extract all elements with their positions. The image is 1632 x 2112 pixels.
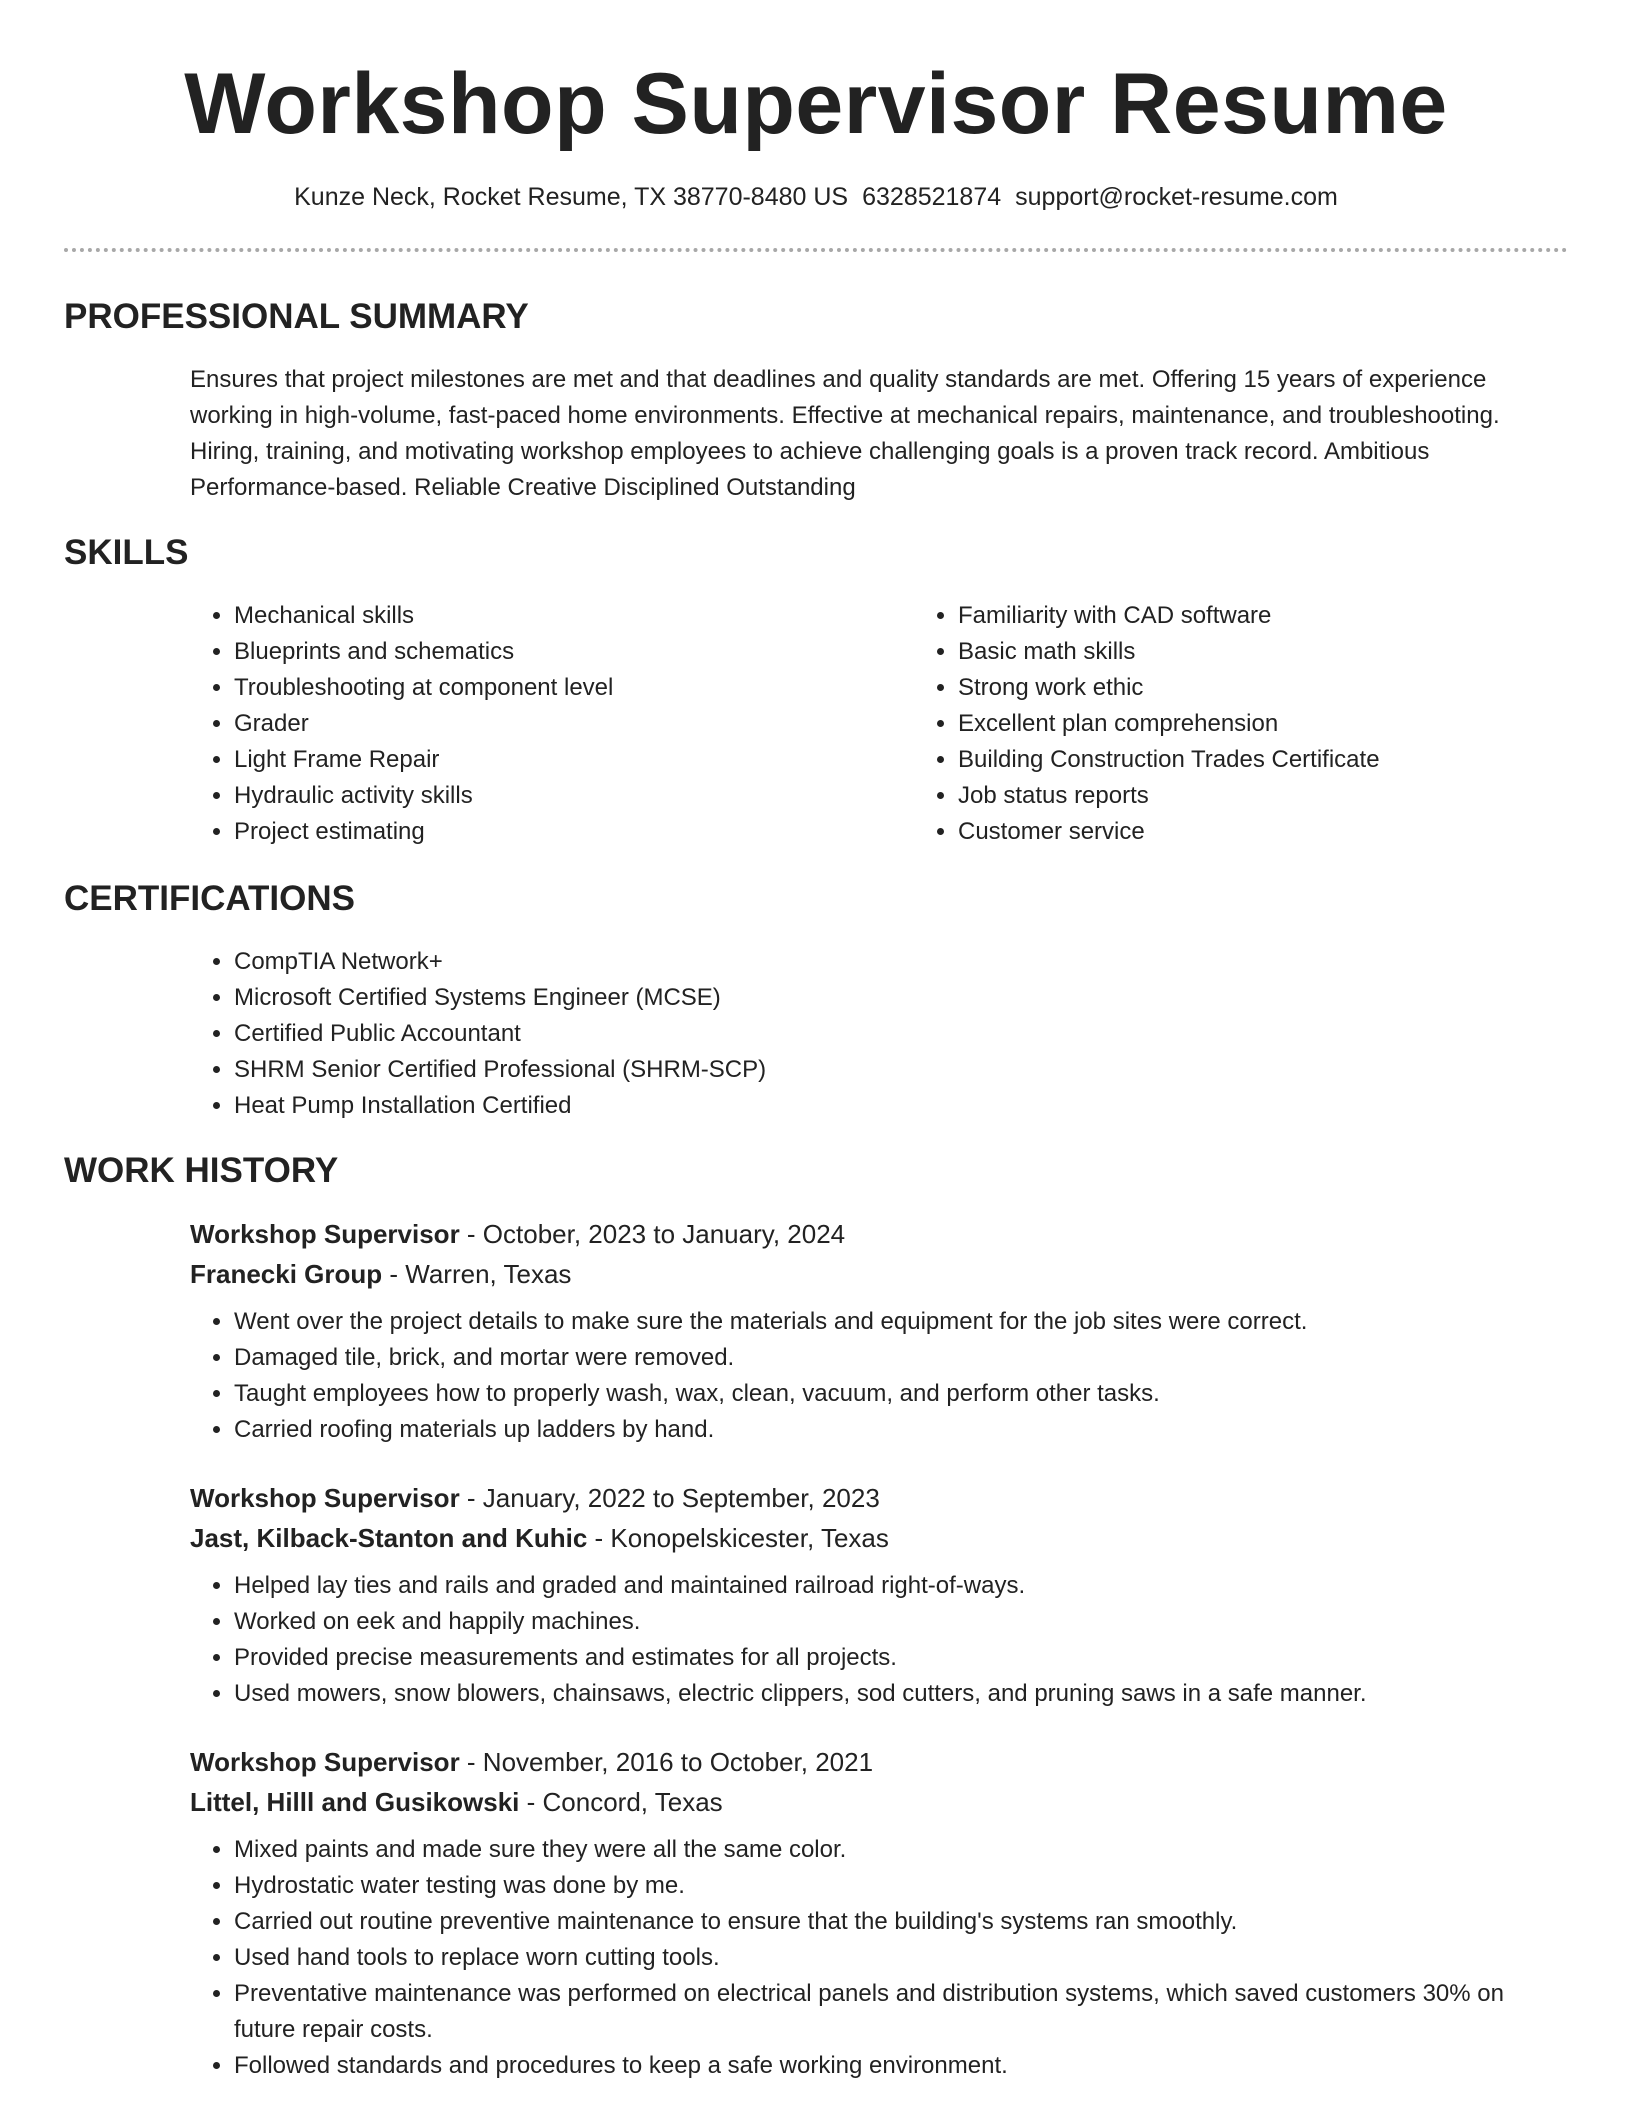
job-title: Workshop Supervisor bbox=[190, 1219, 460, 1249]
summary-heading: PROFESSIONAL SUMMARY bbox=[64, 297, 529, 336]
job-title-line bbox=[190, 1742, 1568, 1782]
resume-title: Workshop Supervisor Resume bbox=[184, 56, 1448, 152]
job-company-line bbox=[190, 1782, 1568, 1822]
job-title-line bbox=[190, 1478, 1568, 1518]
job-bullet: • Hydrostatic water testing was done by me. bbox=[234, 1868, 1568, 1904]
skill-item: • Light Frame Repair bbox=[234, 742, 914, 778]
job-entry bbox=[64, 1478, 1568, 1712]
job-bullets bbox=[190, 1568, 1568, 1712]
job-bullet: • Went over the project details to make sure the materials and equipment for the job sites were correct. bbox=[234, 1304, 1568, 1340]
job-company: Littel, Hilll and Gusikowski bbox=[190, 1787, 520, 1817]
certification-item: • Certified Public Accountant bbox=[234, 1016, 1568, 1052]
job-dates: - November, 2016 to October, 2021 bbox=[459, 1747, 874, 1777]
job-bullet: • Damaged tile, brick, and mortar were removed. bbox=[234, 1340, 1568, 1376]
job-bullet: • Preventative maintenance was performed on electrical panels and distribution systems, which saved customers 30% on future repair costs. bbox=[234, 1976, 1568, 2048]
job-company-line bbox=[190, 1254, 1568, 1294]
certification-item: • SHRM Senior Certified Professional (SHRM-SCP) bbox=[234, 1052, 1568, 1088]
certifications-block bbox=[64, 944, 1568, 1124]
job-bullets bbox=[190, 1832, 1568, 2084]
skill-item: • Excellent plan comprehension bbox=[958, 706, 1568, 742]
skills-left-list bbox=[190, 598, 914, 850]
certification-item: • Heat Pump Installation Certified bbox=[234, 1088, 1568, 1124]
skill-item: • Familiarity with CAD software bbox=[958, 598, 1568, 634]
certifications-list bbox=[190, 944, 1568, 1124]
skill-item: • Customer service bbox=[958, 814, 1568, 850]
skill-item: • Troubleshooting at component level bbox=[234, 670, 914, 706]
skill-item: • Blueprints and schematics bbox=[234, 634, 914, 670]
job-entry bbox=[64, 1214, 1568, 1448]
job-company: Franecki Group bbox=[190, 1259, 383, 1289]
job-title: Workshop Supervisor bbox=[190, 1483, 460, 1513]
job-bullet: • Worked on eek and happily machines. bbox=[234, 1604, 1568, 1640]
contact-line bbox=[64, 180, 1568, 214]
skill-item: • Grader bbox=[234, 706, 914, 742]
skill-item: • Building Construction Trades Certificate bbox=[958, 742, 1568, 778]
job-bullets bbox=[190, 1304, 1568, 1448]
certification-item: • Microsoft Certified Systems Engineer (MCSE) bbox=[234, 980, 1568, 1016]
certifications-heading: CERTIFICATIONS bbox=[64, 879, 356, 918]
contact-address: Kunze Neck, Rocket Resume, TX 38770-8480 US bbox=[294, 183, 849, 211]
job-location: - Warren, Texas bbox=[382, 1259, 572, 1289]
certification-item: • CompTIA Network+ bbox=[234, 944, 1568, 980]
job-location: - Konopelskicester, Texas bbox=[587, 1523, 889, 1553]
job-company: Jast, Kilback-Stanton and Kuhic bbox=[190, 1523, 588, 1553]
job-company-line bbox=[190, 1518, 1568, 1558]
job-bullet: • Followed standards and procedures to keep a safe working environment. bbox=[234, 2048, 1568, 2084]
skills-right-list bbox=[914, 598, 1568, 850]
job-bullet: • Carried out routine preventive maintenance to ensure that the building's systems ran smoothly. bbox=[234, 1904, 1568, 1940]
job-bullet: • Used hand tools to replace worn cutting tools. bbox=[234, 1940, 1568, 1976]
job-entry bbox=[64, 1742, 1568, 2084]
skill-item: • Hydraulic activity skills bbox=[234, 778, 914, 814]
job-bullet: • Carried roofing materials up ladders by hand. bbox=[234, 1412, 1568, 1448]
job-title-line bbox=[190, 1214, 1568, 1254]
skill-item: • Strong work ethic bbox=[958, 670, 1568, 706]
job-bullet: • Helped lay ties and rails and graded and maintained railroad right-of-ways. bbox=[234, 1568, 1568, 1604]
contact-email: support@rocket-resume.com bbox=[1015, 183, 1338, 211]
job-bullet: • Mixed paints and made sure they were all the same color. bbox=[234, 1832, 1568, 1868]
skills-heading: SKILLS bbox=[64, 533, 189, 572]
skill-item: • Mechanical skills bbox=[234, 598, 914, 634]
job-bullet: • Provided precise measurements and estimates for all projects. bbox=[234, 1640, 1568, 1676]
skill-item: • Project estimating bbox=[234, 814, 914, 850]
skill-item: • Basic math skills bbox=[958, 634, 1568, 670]
job-dates: - October, 2023 to January, 2024 bbox=[459, 1219, 846, 1249]
contact-phone: 6328521874 bbox=[862, 183, 1002, 211]
skill-item: • Job status reports bbox=[958, 778, 1568, 814]
job-dates: - January, 2022 to September, 2023 bbox=[459, 1483, 880, 1513]
job-location: - Concord, Texas bbox=[519, 1787, 723, 1817]
job-bullet: • Used mowers, snow blowers, chainsaws, electric clippers, sod cutters, and pruning saws in a safe manner. bbox=[234, 1676, 1568, 1712]
work-history-heading: WORK HISTORY bbox=[64, 1151, 339, 1190]
summary-text: Ensures that project milestones are met and that deadlines and quality standards are met. Offering 15 years of experience working in high-volume, fast-paced home environments. Effective at mechanical repairs, maintenance, and troubleshooting. Hiring, training, and motivating workshop employees to achieve challenging goals is a proven track record. Ambitious Performance-based. Reliable Creative Disciplined Outstanding bbox=[190, 366, 1500, 501]
job-title: Workshop Supervisor bbox=[190, 1747, 460, 1777]
skills-columns bbox=[64, 598, 1568, 850]
job-bullet: • Taught employees how to properly wash, wax, clean, vacuum, and perform other tasks. bbox=[234, 1376, 1568, 1412]
header-divider bbox=[64, 248, 1568, 252]
